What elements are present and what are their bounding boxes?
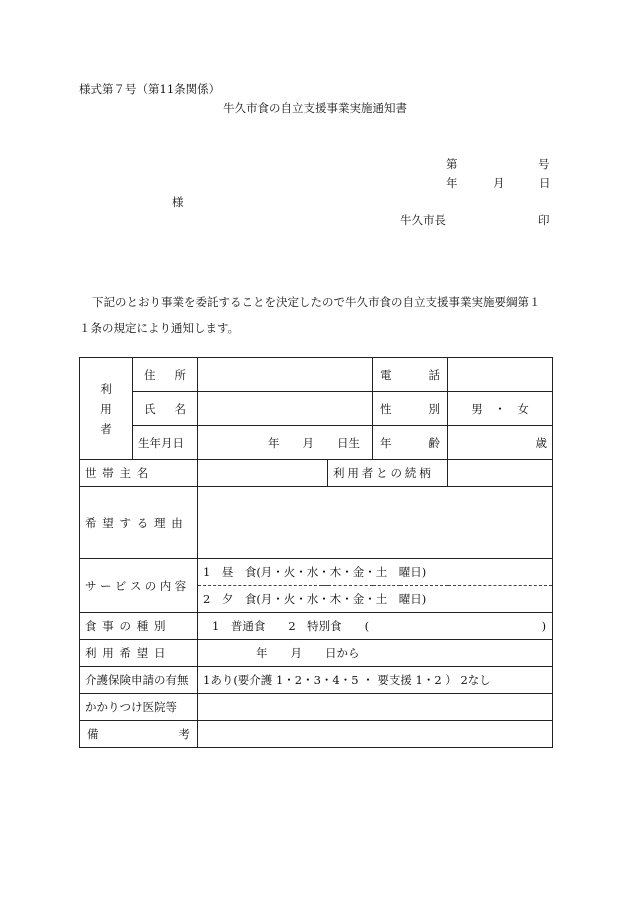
insurance-field[interactable]: 1あり(要介護 1・2・3・4・5 ・ 要支援 1・2 ） 2なし	[198, 667, 553, 694]
householder-field[interactable]	[198, 460, 328, 487]
seal-mark: 印	[538, 213, 550, 227]
phone-label: 電 話	[373, 358, 448, 392]
body-text-line1: 下記のとおり事業を委託することを決定したので牛久市食の自立支援事業実施要綱第１	[92, 295, 541, 309]
number-prefix: 第	[446, 157, 458, 171]
user-label: 利 用 者	[80, 358, 133, 460]
householder-label: 世帯主名	[80, 460, 198, 487]
address-label: 住 所	[133, 358, 198, 392]
mayor-title: 牛久市長	[400, 213, 446, 227]
relation-label: 利用者との続柄	[328, 460, 448, 487]
body-text-line2: １条の規定により通知します。	[79, 321, 240, 335]
date-year: 年	[446, 176, 458, 190]
birthdate-label: 生年月日	[133, 426, 198, 460]
number-suffix: 号	[538, 157, 550, 171]
document-title: 牛久市食の自立支援事業実施通知書	[223, 101, 407, 115]
reason-label: 希望する理由	[80, 487, 198, 559]
insurance-label: 介護保険申請の有無	[80, 667, 198, 694]
service-dinner[interactable]: 2 夕 食(月・火・水・木・金・土 曜日)	[198, 586, 553, 613]
remarks-field[interactable]	[198, 721, 553, 748]
meal-type-field[interactable]: 1 普通食 2 特別食 ( )	[198, 613, 553, 640]
name-label: 氏 名	[133, 392, 198, 426]
address-field[interactable]	[198, 358, 373, 392]
service-label: サービスの内容	[80, 559, 198, 613]
application-table	[79, 357, 553, 748]
age-label: 年 齢	[373, 426, 448, 460]
date-month: 月	[493, 176, 505, 190]
date-day: 日	[539, 176, 551, 190]
sex-label: 性 別	[373, 392, 448, 426]
age-field[interactable]: 歳	[448, 426, 553, 460]
reason-field[interactable]	[198, 487, 553, 559]
phone-field[interactable]	[448, 358, 553, 392]
relation-field[interactable]	[448, 460, 553, 487]
service-lunch[interactable]: 1 昼 食(月・火・水・木・金・土 曜日)	[198, 559, 553, 586]
sex-field[interactable]: 男 ・ 女	[448, 392, 553, 426]
desired-date-field[interactable]: 年 月 日から	[198, 640, 553, 667]
clinic-field[interactable]	[198, 694, 553, 721]
addressee-honorific: 様	[172, 195, 184, 209]
meal-type-label: 食事の種別	[80, 613, 198, 640]
clinic-label: かかりつけ医院等	[80, 694, 198, 721]
birthdate-field[interactable]: 年 月 日生	[198, 426, 373, 460]
name-field[interactable]	[198, 392, 373, 426]
desired-date-label: 利用希望日	[80, 640, 198, 667]
remarks-label: 備 考	[80, 721, 198, 748]
form-number: 様式第７号（第11条関係）	[79, 82, 221, 96]
